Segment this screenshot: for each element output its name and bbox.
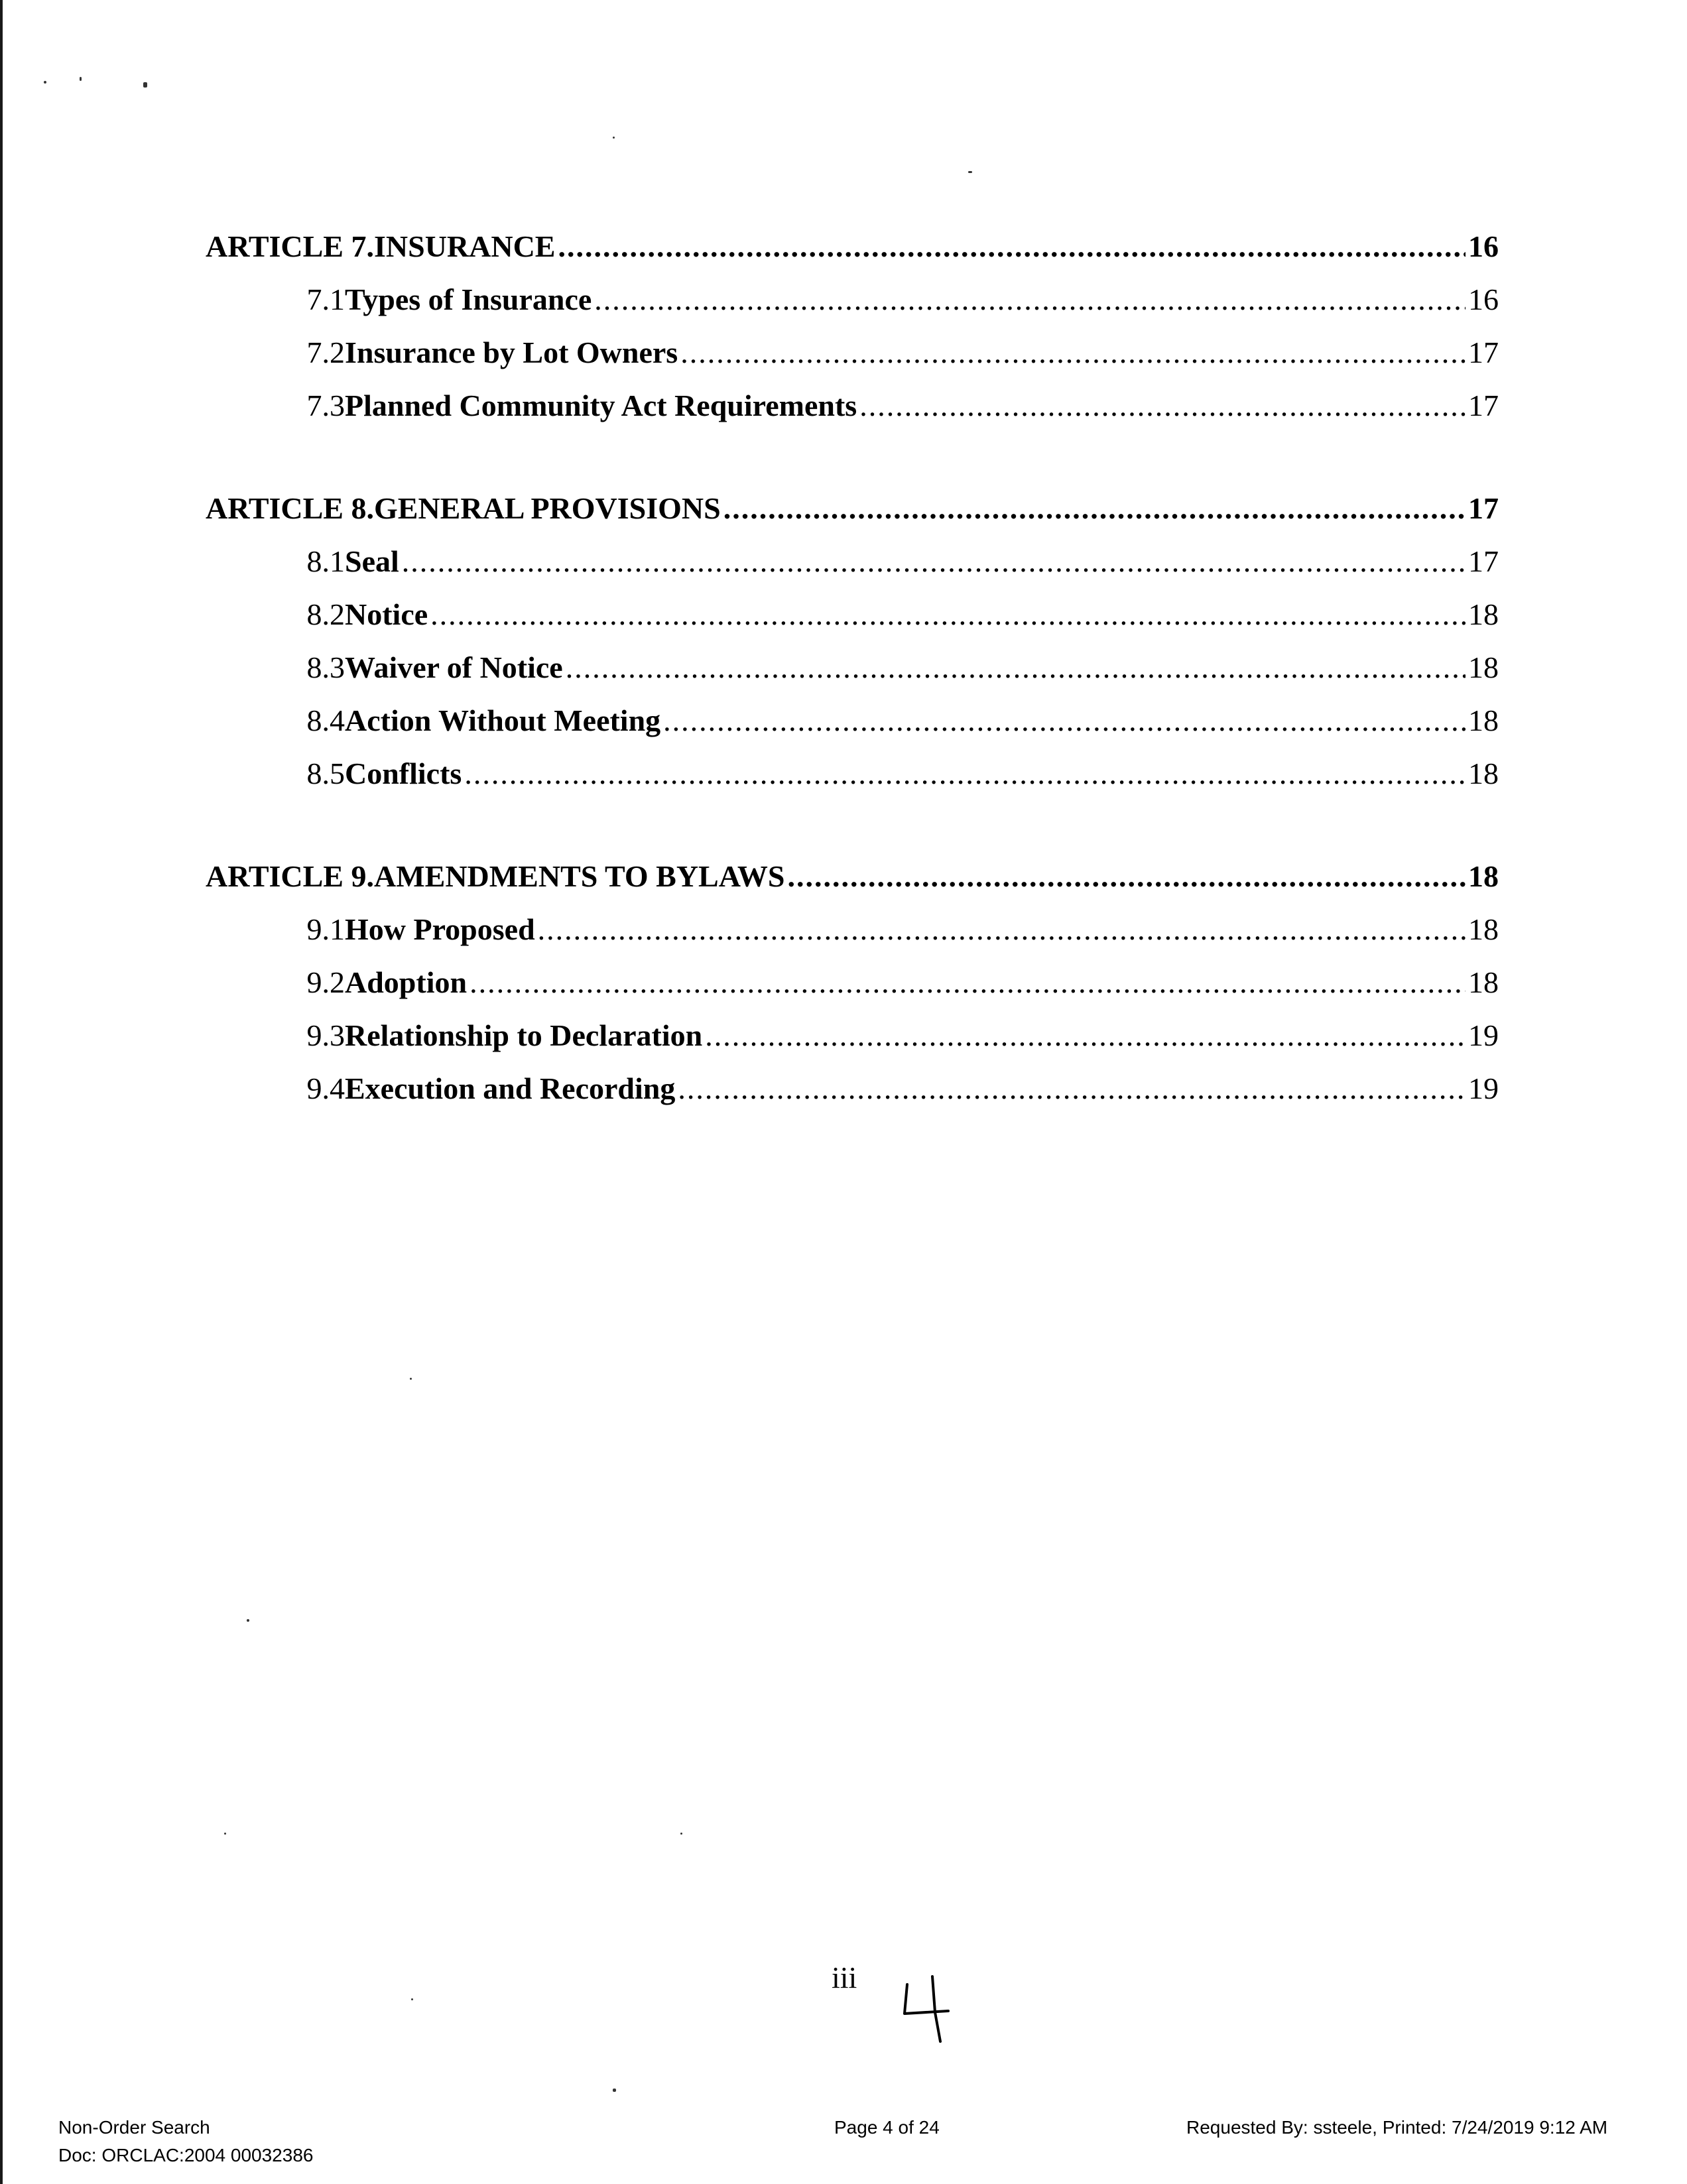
section-number: 8.5 xyxy=(306,757,345,790)
section-title: Seal xyxy=(345,544,399,578)
dot-leader xyxy=(402,544,1466,579)
section-title: Types of Insurance xyxy=(345,282,592,316)
section-title: Notice xyxy=(345,597,428,631)
dot-leader xyxy=(723,491,1466,526)
toc-article-7 xyxy=(206,229,1499,269)
section-number: 8.4 xyxy=(306,703,345,737)
dot-leader xyxy=(566,650,1466,685)
section-title: How Proposed xyxy=(345,912,535,946)
toc-section-8-3 xyxy=(206,650,1499,690)
footer-page-count: Page 4 of 24 xyxy=(834,2117,940,2138)
section-page: 19 xyxy=(1468,1071,1499,1105)
section-number: 8.2 xyxy=(306,597,345,631)
section-number: 8.3 xyxy=(306,650,345,684)
scan-speck xyxy=(411,1998,413,2000)
section-number: 7.3 xyxy=(306,389,345,422)
section-number: 9.4 xyxy=(306,1071,345,1105)
section-number: 7.2 xyxy=(306,335,345,369)
article-page: 17 xyxy=(1468,491,1499,525)
article-page: 16 xyxy=(1468,229,1499,263)
handwritten-page-number xyxy=(902,1972,955,2045)
article-title: AMENDMENTS TO BYLAWS xyxy=(374,859,785,893)
dot-leader xyxy=(680,335,1466,370)
scan-speck xyxy=(44,81,46,84)
article-number: ARTICLE 8. xyxy=(206,491,374,525)
dot-leader xyxy=(859,388,1466,423)
section-title: Waiver of Notice xyxy=(345,650,563,684)
scan-speck xyxy=(247,1619,249,1622)
toc-section-9-2 xyxy=(206,965,1499,1004)
section-page: 18 xyxy=(1468,597,1499,631)
section-title: Insurance by Lot Owners xyxy=(345,335,678,369)
dot-leader xyxy=(594,282,1466,317)
scan-page-edge xyxy=(0,0,3,2184)
article-number: ARTICLE 9. xyxy=(206,859,374,893)
section-page: 18 xyxy=(1468,965,1499,999)
dot-leader xyxy=(705,1018,1466,1053)
toc-section-8-1 xyxy=(206,544,1499,583)
dot-leader xyxy=(464,756,1466,791)
toc-section-8-4 xyxy=(206,703,1499,743)
section-number: 7.1 xyxy=(306,282,345,316)
scan-speck xyxy=(224,1833,226,1835)
toc-section-9-1 xyxy=(206,912,1499,951)
footer-doc-id: Doc: ORCLAC:2004 00032386 xyxy=(58,2145,314,2165)
section-page: 18 xyxy=(1468,703,1499,737)
toc-section-7-1 xyxy=(206,282,1499,322)
section-number: 9.3 xyxy=(306,1018,345,1052)
dot-leader xyxy=(678,1071,1466,1106)
scan-speck xyxy=(613,137,615,139)
dot-leader xyxy=(538,912,1466,947)
section-page: 19 xyxy=(1468,1018,1499,1052)
section-title: Conflicts xyxy=(345,757,462,790)
footer-search-type: Non-Order Search xyxy=(58,2117,210,2138)
dot-leader xyxy=(469,965,1466,1000)
section-number: 9.2 xyxy=(306,965,345,999)
scan-speck xyxy=(613,2089,616,2092)
toc-section-9-3 xyxy=(206,1018,1499,1058)
section-title: Adoption xyxy=(345,965,468,999)
scan-speck xyxy=(410,1378,412,1380)
dot-leader xyxy=(558,229,1466,264)
article-title: INSURANCE xyxy=(374,229,556,263)
toc-section-8-2 xyxy=(206,597,1499,637)
article-number: ARTICLE 7. xyxy=(206,229,374,263)
dot-leader xyxy=(430,597,1466,632)
toc-section-8-5 xyxy=(206,756,1499,796)
dot-leader xyxy=(663,703,1466,738)
article-page: 18 xyxy=(1468,859,1499,893)
scan-speck xyxy=(80,77,82,81)
scan-speck xyxy=(143,82,147,88)
section-title: Action Without Meeting xyxy=(345,703,661,737)
section-title: Relationship to Declaration xyxy=(345,1018,703,1052)
section-page: 18 xyxy=(1468,757,1499,790)
section-page: 17 xyxy=(1468,544,1499,578)
section-page: 16 xyxy=(1468,282,1499,316)
toc-section-7-2 xyxy=(206,335,1499,375)
footer-requested-by: Requested By: ssteele, Printed: 7/24/2019 9:12 AM xyxy=(1186,2117,1608,2138)
toc-article-9 xyxy=(206,859,1499,898)
dot-leader xyxy=(787,859,1466,894)
toc-section-7-3 xyxy=(206,388,1499,428)
page-number-roman: iii xyxy=(832,1961,857,1994)
toc-article-8 xyxy=(206,491,1499,530)
section-number: 9.1 xyxy=(306,912,345,946)
article-title: GENERAL PROVISIONS xyxy=(374,491,721,525)
section-page: 17 xyxy=(1468,335,1499,369)
section-page: 18 xyxy=(1468,650,1499,684)
section-page: 18 xyxy=(1468,912,1499,946)
section-title: Execution and Recording xyxy=(345,1071,676,1105)
toc-section-9-4 xyxy=(206,1071,1499,1111)
scan-speck xyxy=(680,1833,682,1835)
section-number: 8.1 xyxy=(306,544,345,578)
section-title: Planned Community Act Requirements xyxy=(345,389,857,422)
section-page: 17 xyxy=(1468,389,1499,422)
scan-speck xyxy=(968,171,972,173)
